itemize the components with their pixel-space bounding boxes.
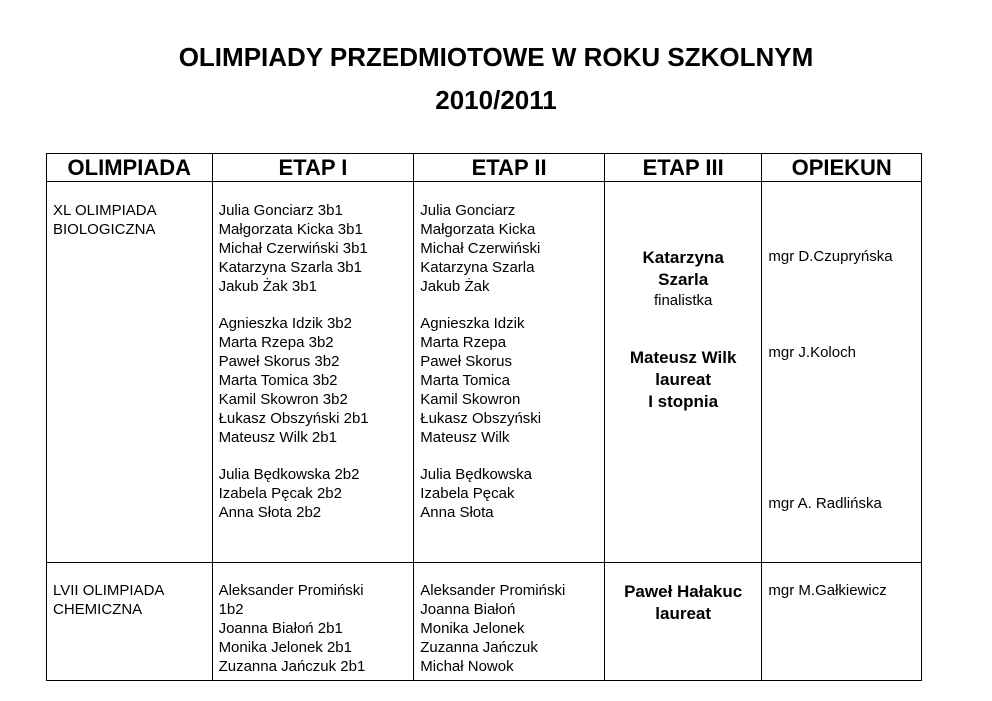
- list-item: Zuzanna Jańczuk: [420, 639, 538, 656]
- title-line-1: OLIMPIADY PRZEDMIOTOWE W ROKU SZKOLNYM: [178, 42, 814, 72]
- olympiad-table: [46, 153, 922, 681]
- list-item: Zuzanna Jańczuk 2b1: [218, 658, 366, 675]
- student-group: [420, 296, 604, 447]
- olympiad-name-cell: [47, 182, 213, 563]
- list-item: Łukasz Obszyński 2b1: [218, 410, 369, 427]
- etap-1-cell: [212, 563, 414, 681]
- list-item: Kamil Skowron 3b2: [218, 391, 348, 408]
- list-item: Julia Będkowska 2b2: [218, 466, 360, 483]
- list-item: Paweł Skorus: [420, 353, 512, 370]
- student-group: [420, 581, 604, 676]
- opiekun-name: mgr J.Koloch: [768, 344, 856, 361]
- list-item: Aleksander Promiński: [218, 582, 364, 599]
- list-item: Marta Tomica 3b2: [218, 372, 338, 389]
- list-item: Michał Nowok: [420, 658, 514, 675]
- list-item: Jakub Żak: [420, 278, 490, 295]
- etap-1-list: [213, 563, 414, 676]
- list-item: Joanna Białoń 2b1: [218, 620, 343, 637]
- opiekun-cell: [762, 563, 922, 681]
- list-item: Aleksander Promiński: [420, 582, 566, 599]
- student-group: [420, 182, 604, 296]
- list-item: Łukasz Obszyński: [420, 410, 542, 427]
- student-group: [420, 447, 604, 522]
- list-item: Katarzyna Szarla 3b1: [218, 259, 362, 276]
- etap-3-name-line-1: Mateusz Wilk: [629, 348, 737, 367]
- etap-3-cell: [604, 182, 762, 563]
- olympiad-name-line-1: XL OLIMPIADA: [53, 202, 157, 219]
- header-etap-3: ETAP III: [604, 154, 762, 182]
- list-item: Mateusz Wilk 2b1: [218, 429, 337, 446]
- etap-3-name-line-2: Szarla: [658, 270, 709, 289]
- opiekun-cell: [762, 182, 922, 563]
- list-item: Jakub Żak 3b1: [218, 278, 317, 295]
- etap-2-list: [414, 182, 604, 522]
- title-line-2: 2010/2011: [435, 85, 557, 115]
- etap-2-cell: [414, 563, 605, 681]
- header-olimpiada: OLIMPIADA: [47, 154, 213, 182]
- list-item: Joanna Białoń: [420, 601, 516, 618]
- list-item: Izabela Pęcak: [420, 485, 515, 502]
- etap-3-status: laureat: [655, 604, 712, 623]
- header-etap-2: ETAP II: [414, 154, 605, 182]
- list-item: Agnieszka Idzik: [420, 315, 525, 332]
- table-row-chemia: [47, 563, 922, 681]
- list-item: Paweł Skorus 3b2: [218, 353, 340, 370]
- header-row: [47, 154, 922, 182]
- list-item: Mateusz Wilk: [420, 429, 510, 446]
- table-row-biologia: [47, 182, 922, 563]
- list-item: Julia Gonciarz 3b1: [218, 202, 343, 219]
- olympiad-name-line-2: CHEMICZNA: [53, 601, 143, 618]
- list-item: Anna Słota: [420, 504, 494, 521]
- list-item: Marta Rzepa 3b2: [218, 334, 334, 351]
- opiekun-name: mgr D.Czupryńska: [768, 248, 893, 265]
- list-item: Michał Czerwiński: [420, 240, 541, 257]
- list-item: Julia Będkowska: [420, 466, 532, 483]
- etap-3-cell: [604, 563, 762, 681]
- student-group: [219, 447, 414, 522]
- etap-3-status: laureat: [655, 370, 712, 389]
- list-item: Monika Jelonek 2b1: [218, 639, 352, 656]
- etap-3-status: I stopnia: [648, 392, 719, 411]
- list-item: Anna Słota 2b2: [218, 504, 322, 521]
- list-item: Kamil Skowron: [420, 391, 521, 408]
- etap-3-name-line-1: Paweł Hałakuc: [624, 582, 743, 601]
- list-item: Katarzyna Szarla: [420, 259, 535, 276]
- list-item: Julia Gonciarz: [420, 202, 516, 219]
- etap-1-list: [213, 182, 414, 522]
- student-group: [219, 581, 414, 676]
- student-group: [219, 296, 414, 447]
- student-group: [219, 182, 414, 296]
- list-item: Monika Jelonek: [420, 620, 525, 637]
- etap-2-cell: [414, 182, 605, 563]
- list-item: Małgorzata Kicka: [420, 221, 536, 238]
- list-item: Marta Rzepa: [420, 334, 507, 351]
- list-item: Izabela Pęcak 2b2: [218, 485, 342, 502]
- opiekun-name: mgr A. Radlińska: [768, 495, 882, 512]
- list-item: Marta Tomica: [420, 372, 511, 389]
- olympiad-name-cell: [47, 563, 213, 681]
- etap-1-cell: [212, 182, 414, 563]
- opiekun-name: mgr M.Gałkiewicz: [768, 582, 887, 599]
- etap-3-status: finalistka: [653, 292, 713, 309]
- olympiad-name-line-1: LVII OLIMPIADA: [53, 582, 165, 599]
- list-item: 1b2: [218, 601, 244, 618]
- list-item: Michał Czerwiński 3b1: [218, 240, 368, 257]
- list-item: Agnieszka Idzik 3b2: [218, 315, 352, 332]
- etap-2-list: [414, 563, 604, 676]
- list-item: Małgorzata Kicka 3b1: [218, 221, 363, 238]
- document-title: [0, 36, 992, 122]
- header-opiekun: OPIEKUN: [762, 154, 922, 182]
- olympiad-name-line-2: BIOLOGICZNA: [53, 221, 156, 238]
- header-etap-1: ETAP I: [212, 154, 414, 182]
- etap-3-name-line-1: Katarzyna: [642, 248, 724, 267]
